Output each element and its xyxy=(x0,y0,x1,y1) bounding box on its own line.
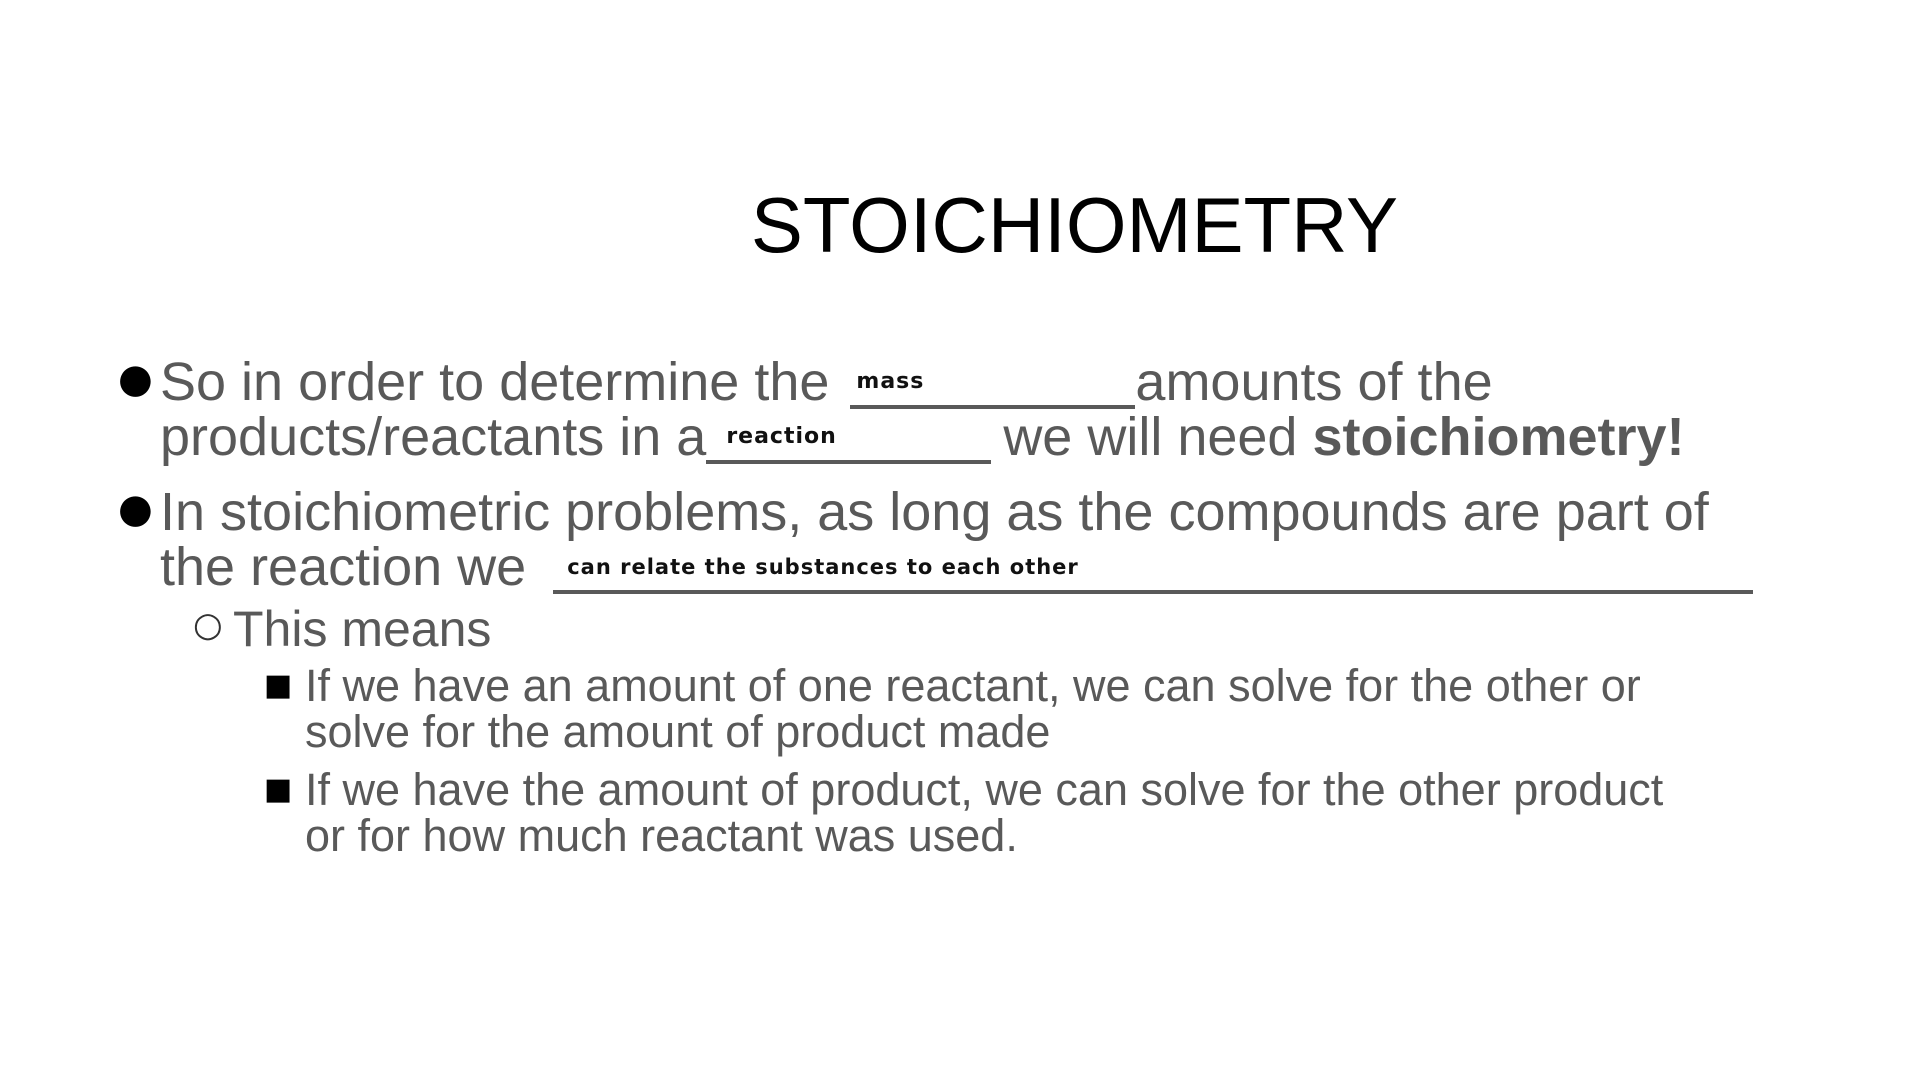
sub-sub-bullet-1-line-1: If we have an amount of one reactant, we can solve for the other or xyxy=(305,660,1641,711)
sub-sub-bullet-1-line-2: solve for the amount of product made xyxy=(305,706,1051,757)
bullet-2-text-a: the reaction we xyxy=(160,537,527,597)
bullet-1-text-c: products/reactants in a xyxy=(160,407,707,467)
square-bullet-1: ■ xyxy=(264,668,293,703)
handwritten-mass: mass xyxy=(856,369,925,394)
sub-sub-bullet-2-line-2: or for how much reactant was used. xyxy=(305,810,1018,861)
bullet-dot-2: ● xyxy=(118,486,153,532)
bullet-1-text-d: we will need xyxy=(1003,407,1298,467)
handwritten-reaction: reaction xyxy=(726,424,837,449)
bullet-1-text-a: So in order to determine the xyxy=(160,352,830,412)
bullet-1-line-2 xyxy=(160,407,1800,467)
blank-reaction xyxy=(706,410,991,464)
blank-relate xyxy=(553,540,1753,594)
bullet-dot-1: ● xyxy=(118,356,153,402)
bullet-1-text-b: amounts of the xyxy=(1135,352,1493,412)
bullet-1-line-1 xyxy=(160,352,1800,412)
square-bullet-2: ■ xyxy=(264,772,293,807)
blank-mass xyxy=(850,355,1135,409)
sub-bullet-circle: ○ xyxy=(193,605,223,645)
sub-bullet-text: This means xyxy=(233,601,492,657)
bullet-1-bold: stoichiometry! xyxy=(1312,407,1685,467)
bullet-2-line-1: In stoichiometric problems, as long as the compounds are part of xyxy=(160,482,1709,542)
slide-title: STOICHIOMETRY xyxy=(750,181,1399,269)
sub-sub-bullet-2-line-1: If we have the amount of product, we can solve for the other product xyxy=(305,764,1664,815)
handwritten-relate: can relate the substances to each other xyxy=(567,555,1079,579)
bullet-2-line-2 xyxy=(160,537,1800,597)
